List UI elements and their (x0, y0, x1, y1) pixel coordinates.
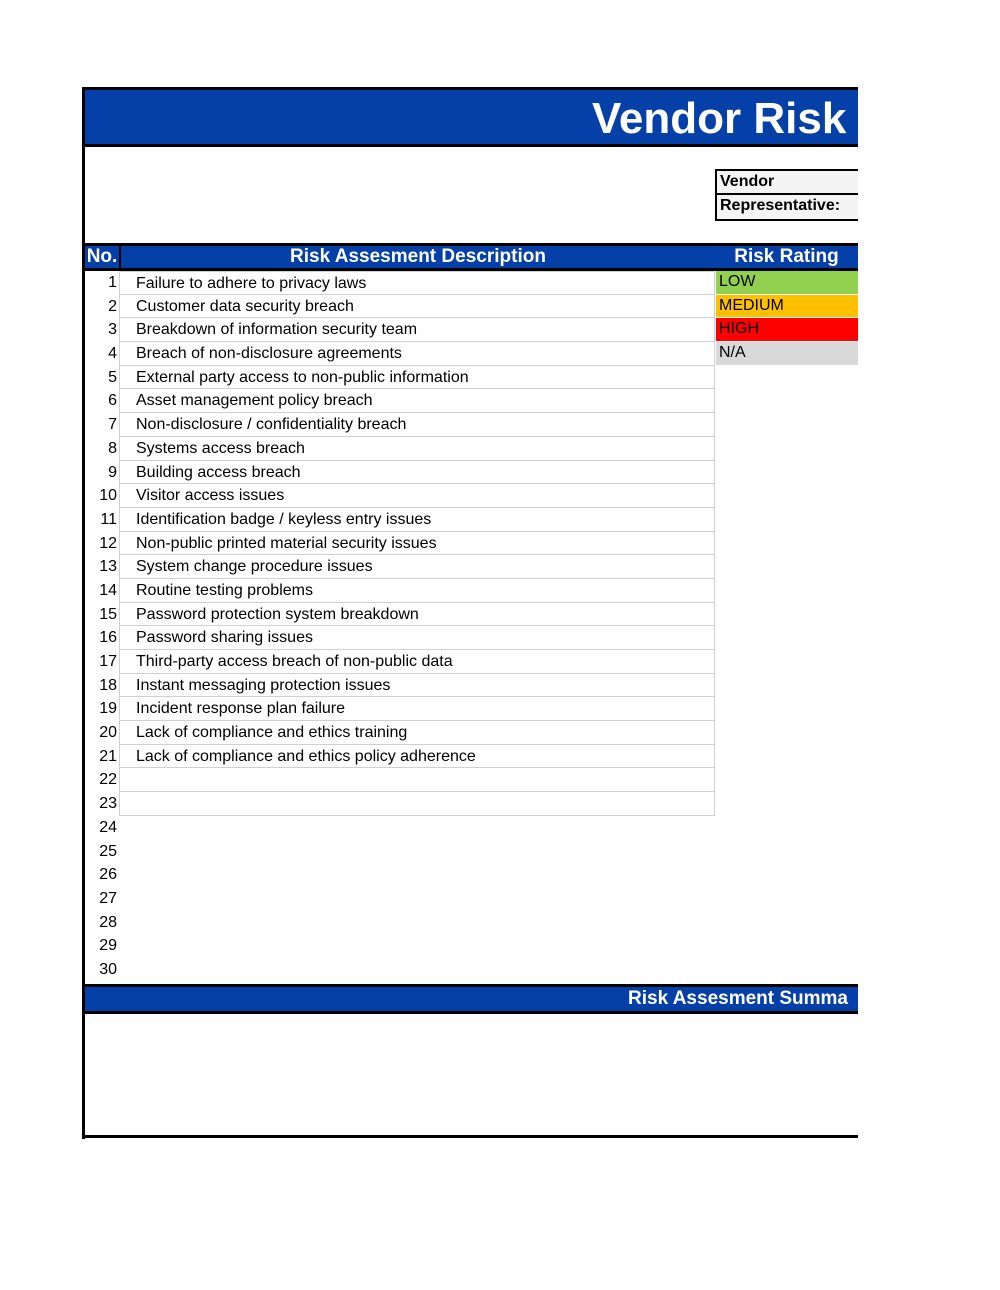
row-number: 21 (99, 747, 117, 765)
table-row (82, 697, 858, 721)
table-row (82, 413, 858, 437)
risk-description-cell[interactable]: System change procedure issues (119, 555, 715, 579)
table-row (82, 887, 858, 911)
risk-description-cell[interactable]: Building access breach (119, 461, 715, 485)
row-number: 16 (99, 629, 117, 647)
summary-bar (82, 984, 858, 1014)
table-row (82, 461, 858, 485)
row-number: 4 (108, 345, 117, 363)
risk-description-cell[interactable]: Breach of non-disclosure agreements (119, 342, 715, 366)
row-number: 30 (99, 960, 117, 978)
risk-rating-cell[interactable]: MEDIUM (716, 295, 858, 318)
risk-description-cell[interactable]: Customer data security breach (119, 295, 715, 319)
row-number: 2 (108, 297, 117, 315)
row-number: 8 (108, 439, 117, 457)
page-title: Vendor Risk (592, 94, 847, 143)
row-number: 20 (99, 724, 117, 742)
frame-bottom-border (82, 1135, 858, 1138)
table-row (82, 318, 858, 342)
risk-rating-cell[interactable]: HIGH (716, 318, 858, 341)
risk-description-cell[interactable] (119, 768, 715, 792)
table-row (82, 792, 858, 816)
risk-description-cell[interactable]: Routine testing problems (119, 579, 715, 603)
risk-description-cell[interactable]: Systems access breach (119, 437, 715, 461)
row-number: 14 (99, 581, 117, 599)
risk-description-cell[interactable]: Third-party access breach of non-public data (119, 650, 715, 674)
row-number: 23 (99, 795, 117, 813)
table-row (82, 342, 858, 366)
vendor-info-box (715, 169, 858, 221)
row-number: 25 (99, 842, 117, 860)
table-header (82, 243, 858, 271)
table-row (82, 911, 858, 935)
row-number: 11 (100, 510, 117, 528)
row-number: 10 (99, 487, 117, 505)
summary-title: Risk Assesment Summa (628, 988, 849, 1009)
row-number: 22 (99, 771, 117, 789)
vendor-label[interactable]: Vendor (717, 171, 858, 195)
table-row (82, 508, 858, 532)
table-row (82, 603, 858, 627)
row-number: 15 (99, 605, 117, 623)
risk-description-cell[interactable]: Password sharing issues (119, 626, 715, 650)
row-number: 3 (108, 321, 117, 339)
risk-description-cell[interactable]: Non-disclosure / confidentiality breach (119, 413, 715, 437)
table-row (82, 674, 858, 698)
row-number: 1 (108, 274, 117, 291)
row-number: 6 (108, 392, 117, 410)
risk-description-cell[interactable]: Breakdown of information security team (119, 318, 715, 342)
risk-description-cell[interactable] (119, 792, 715, 816)
table-row (82, 484, 858, 508)
column-header-rating: Risk Rating (734, 246, 839, 267)
risk-rating-cell[interactable]: N/A (716, 342, 858, 365)
row-number: 13 (99, 558, 117, 576)
table-row (82, 840, 858, 864)
table-row (82, 295, 858, 319)
risk-description-cell[interactable]: Instant messaging protection issues (119, 674, 715, 698)
risk-description-cell[interactable]: Lack of compliance and ethics training (119, 721, 715, 745)
table-row (82, 579, 858, 603)
row-number: 18 (99, 676, 117, 694)
risk-description-cell[interactable]: External party access to non-public information (119, 366, 715, 390)
risk-description-cell[interactable]: Asset management policy breach (119, 389, 715, 413)
row-number: 12 (99, 534, 117, 552)
risk-description-cell[interactable]: Non-public printed material security issues (119, 532, 715, 556)
representative-label[interactable]: Representative: (717, 195, 858, 219)
row-number: 28 (99, 913, 117, 931)
row-number: 27 (99, 889, 117, 907)
row-number: 19 (99, 700, 117, 718)
title-bar (82, 87, 858, 147)
row-number: 9 (108, 463, 117, 481)
risk-description-cell[interactable]: Failure to adhere to privacy laws (119, 271, 715, 295)
table-row (82, 958, 858, 982)
table-row (82, 532, 858, 556)
table-row (82, 271, 858, 295)
worksheet (82, 87, 858, 1139)
risk-description-cell[interactable]: Password protection system breakdown (119, 603, 715, 627)
table-row (82, 437, 858, 461)
row-number: 24 (99, 818, 117, 836)
risk-table-body (82, 271, 858, 982)
risk-description-cell[interactable]: Lack of compliance and ethics policy adherence (119, 745, 715, 769)
table-row (82, 389, 858, 413)
table-row (82, 768, 858, 792)
row-number: 7 (108, 416, 117, 434)
table-row (82, 863, 858, 887)
frame-left-border (82, 87, 85, 1139)
row-number: 26 (99, 866, 117, 884)
table-row (82, 721, 858, 745)
row-number: 29 (99, 937, 117, 955)
table-row (82, 650, 858, 674)
table-row (82, 555, 858, 579)
table-row (82, 366, 858, 390)
column-header-description: Risk Assesment Description (290, 246, 546, 267)
risk-rating-cell[interactable]: LOW (716, 271, 858, 294)
row-number: 17 (99, 653, 117, 670)
table-row (82, 816, 858, 840)
table-row (82, 745, 858, 769)
table-row (82, 626, 858, 650)
column-header-no: No. (86, 246, 118, 267)
risk-description-cell[interactable]: Identification badge / keyless entry issues (119, 508, 715, 532)
row-number: 5 (108, 368, 117, 386)
risk-description-cell[interactable]: Visitor access issues (119, 484, 715, 508)
table-row (82, 934, 858, 958)
risk-description-cell[interactable]: Incident response plan failure (119, 697, 715, 721)
